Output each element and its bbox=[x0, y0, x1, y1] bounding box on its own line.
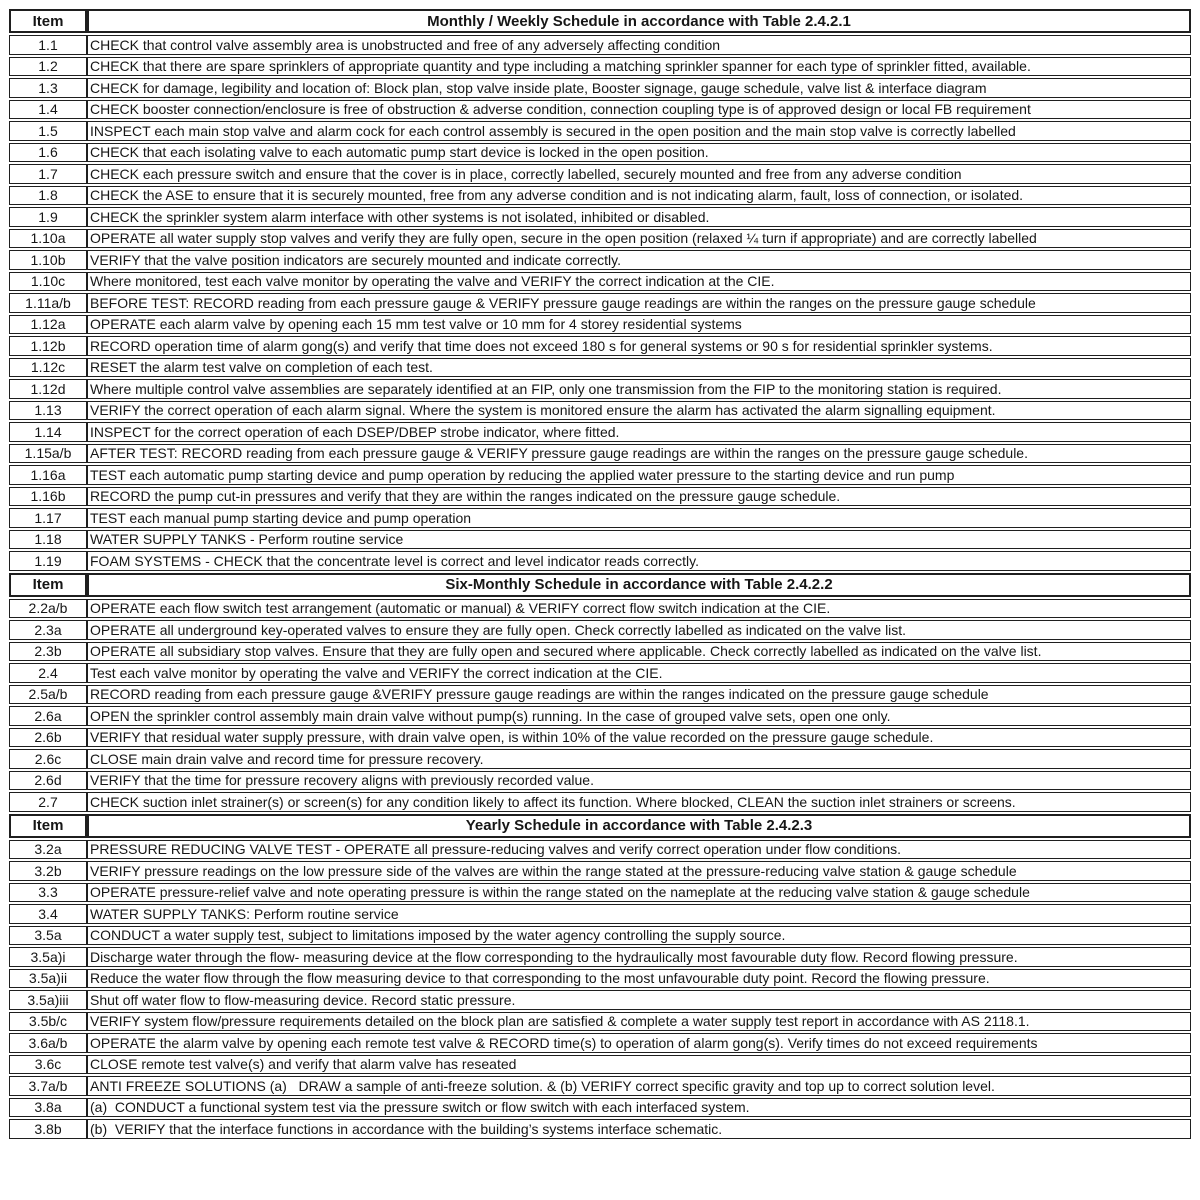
item-number: 1.19 bbox=[9, 551, 87, 571]
item-number: 1.12d bbox=[9, 379, 87, 399]
table-row bbox=[9, 904, 1191, 924]
table-row bbox=[9, 861, 1191, 881]
task-description: (a) CONDUCT a functional system test via the pressure switch or flow switch with each interfaced system. bbox=[87, 1098, 1191, 1118]
task-description: Where monitored, test each valve monitor by operating the valve and VERIFY the correct indication at the CIE. bbox=[87, 272, 1191, 292]
task-description: OPERATE pressure-relief valve and note operating pressure is within the range stated on the nameplate at the reducing valve station & gauge schedule bbox=[87, 883, 1191, 903]
item-number: 3.8b bbox=[9, 1119, 87, 1139]
item-number: 2.6a bbox=[9, 706, 87, 726]
table-row bbox=[9, 250, 1191, 270]
item-number: 1.10b bbox=[9, 250, 87, 270]
task-description: INSPECT each main stop valve and alarm cock for each control assembly is secured in the open position and the main stop valve is correctly labelled bbox=[87, 121, 1191, 141]
table-row bbox=[9, 642, 1191, 662]
schedule-table bbox=[9, 7, 1191, 1141]
task-description: OPERATE each flow switch test arrangement (automatic or manual) & VERIFY correct flow switch indication at the CIE. bbox=[87, 599, 1191, 619]
item-number: 1.16b bbox=[9, 487, 87, 507]
task-description: CHECK for damage, legibility and location of: Block plan, stop valve inside plate, Booster signage, gauge schedule, valve list & interface diagram bbox=[87, 78, 1191, 98]
table-row bbox=[9, 840, 1191, 860]
table-row bbox=[9, 272, 1191, 292]
table-row bbox=[9, 1055, 1191, 1075]
item-number: 1.10c bbox=[9, 272, 87, 292]
table-row bbox=[9, 379, 1191, 399]
task-description: INSPECT for the correct operation of each DSEP/DBEP strobe indicator, where fitted. bbox=[87, 422, 1191, 442]
item-number: 2.6c bbox=[9, 749, 87, 769]
task-description: VERIFY pressure readings on the low pressure side of the valves are within the range stated at the pressure-reducing valve station & gauge schedule bbox=[87, 861, 1191, 881]
table-row bbox=[9, 164, 1191, 184]
item-number: 1.16a bbox=[9, 465, 87, 485]
item-number: 2.6b bbox=[9, 728, 87, 748]
item-number: 3.4 bbox=[9, 904, 87, 924]
item-number: 1.7 bbox=[9, 164, 87, 184]
table-row bbox=[9, 78, 1191, 98]
table-row bbox=[9, 1098, 1191, 1118]
table-row bbox=[9, 530, 1191, 550]
item-number: 1.2 bbox=[9, 57, 87, 77]
section-header-row bbox=[9, 573, 1191, 597]
task-description: CLOSE remote test valve(s) and verify that alarm valve has reseated bbox=[87, 1055, 1191, 1075]
item-number: 1.12b bbox=[9, 336, 87, 356]
item-number: 1.5 bbox=[9, 121, 87, 141]
task-description: CHECK the ASE to ensure that it is securely mounted, free from any adverse condition and is not indicating alarm, fault, loss of connection, or isolated. bbox=[87, 186, 1191, 206]
task-description: RESET the alarm test valve on completion of each test. bbox=[87, 358, 1191, 378]
task-description: OPEN the sprinkler control assembly main drain valve without pump(s) running. In the case of grouped valve sets, open one only. bbox=[87, 706, 1191, 726]
table-row bbox=[9, 599, 1191, 619]
item-number: 1.1 bbox=[9, 35, 87, 55]
table-row bbox=[9, 186, 1191, 206]
task-description: (b) VERIFY that the interface functions in accordance with the building’s systems interface schematic. bbox=[87, 1119, 1191, 1139]
task-description: CLOSE main drain valve and record time for pressure recovery. bbox=[87, 749, 1191, 769]
task-description: CHECK the sprinkler system alarm interface with other systems is not isolated, inhibited or disabled. bbox=[87, 207, 1191, 227]
table-row bbox=[9, 207, 1191, 227]
table-row bbox=[9, 444, 1191, 464]
task-description: AFTER TEST: RECORD reading from each pressure gauge & VERIFY pressure gauge readings are within the ranges on the pressure gauge schedule. bbox=[87, 444, 1191, 464]
task-description: RECORD the pump cut-in pressures and verify that they are within the ranges indicated on the pressure gauge schedule. bbox=[87, 487, 1191, 507]
section-title: Yearly Schedule in accordance with Table 2.4.2.3 bbox=[87, 814, 1191, 838]
table-row bbox=[9, 771, 1191, 791]
table-row bbox=[9, 926, 1191, 946]
task-description: VERIFY that the time for pressure recovery aligns with previously recorded value. bbox=[87, 771, 1191, 791]
task-description: VERIFY that residual water supply pressure, with drain valve open, is within 10% of the value recorded on the pressure gauge schedule. bbox=[87, 728, 1191, 748]
item-column-header: Item bbox=[9, 573, 87, 597]
item-number: 1.17 bbox=[9, 508, 87, 528]
item-number: 1.6 bbox=[9, 143, 87, 163]
task-description: CHECK each pressure switch and ensure that the cover is in place, correctly labelled, securely mounted and free from any adverse condition bbox=[87, 164, 1191, 184]
item-number: 1.12c bbox=[9, 358, 87, 378]
section-title: Monthly / Weekly Schedule in accordance with Table 2.4.2.1 bbox=[87, 9, 1191, 33]
task-description: VERIFY system flow/pressure requirements detailed on the block plan are satisfied & complete a water supply test report in accordance with AS 2118.1. bbox=[87, 1012, 1191, 1032]
item-number: 1.10a bbox=[9, 229, 87, 249]
table-row bbox=[9, 792, 1191, 812]
task-description: CHECK suction inlet strainer(s) or screen(s) for any condition likely to affect its function. Where blocked, CLEAN the suction inlet strainers or screens. bbox=[87, 792, 1191, 812]
section-title: Six-Monthly Schedule in accordance with Table 2.4.2.2 bbox=[87, 573, 1191, 597]
task-description: CHECK that each isolating valve to each automatic pump start device is locked in the open position. bbox=[87, 143, 1191, 163]
task-description: OPERATE all water supply stop valves and verify they are fully open, secure in the open position (relaxed ¼ turn if appropriate) and are correctly labelled bbox=[87, 229, 1191, 249]
table-row bbox=[9, 336, 1191, 356]
item-number: 1.18 bbox=[9, 530, 87, 550]
task-description: OPERATE the alarm valve by opening each remote test valve & RECORD time(s) to operation of alarm gong(s). Verify times do not exceed requirements bbox=[87, 1033, 1191, 1053]
table-row bbox=[9, 1033, 1191, 1053]
table-row bbox=[9, 358, 1191, 378]
item-number: 1.13 bbox=[9, 401, 87, 421]
item-number: 3.5b/c bbox=[9, 1012, 87, 1032]
task-description: TEST each manual pump starting device and pump operation bbox=[87, 508, 1191, 528]
section-header-row bbox=[9, 814, 1191, 838]
task-description: BEFORE TEST: RECORD reading from each pressure gauge & VERIFY pressure gauge readings are within the ranges on the pressure gauge schedule bbox=[87, 293, 1191, 313]
item-number: 3.6c bbox=[9, 1055, 87, 1075]
task-description: Reduce the water flow through the flow measuring device to that corresponding to the most unfavourable duty point. Record the flowing pressure. bbox=[87, 969, 1191, 989]
table-row bbox=[9, 551, 1191, 571]
item-number: 2.5a/b bbox=[9, 685, 87, 705]
table-row bbox=[9, 728, 1191, 748]
table-row bbox=[9, 487, 1191, 507]
table-row bbox=[9, 749, 1191, 769]
table-row bbox=[9, 1119, 1191, 1139]
item-number: 1.11a/b bbox=[9, 293, 87, 313]
item-number: 2.7 bbox=[9, 792, 87, 812]
table-row bbox=[9, 969, 1191, 989]
item-number: 2.6d bbox=[9, 771, 87, 791]
table-row bbox=[9, 883, 1191, 903]
task-description: FOAM SYSTEMS - CHECK that the concentrate level is correct and level indicator reads correctly. bbox=[87, 551, 1191, 571]
table-row bbox=[9, 465, 1191, 485]
table-row bbox=[9, 422, 1191, 442]
task-description: CONDUCT a water supply test, subject to limitations imposed by the water agency controlling the supply source. bbox=[87, 926, 1191, 946]
item-number: 1.8 bbox=[9, 186, 87, 206]
item-number: 2.2a/b bbox=[9, 599, 87, 619]
table-row bbox=[9, 100, 1191, 120]
item-number: 1.4 bbox=[9, 100, 87, 120]
item-number: 2.3b bbox=[9, 642, 87, 662]
item-number: 3.5a)ii bbox=[9, 969, 87, 989]
task-description: RECORD operation time of alarm gong(s) and verify that time does not exceed 180 s for general systems or 90 s for residential sprinkler systems. bbox=[87, 336, 1191, 356]
item-number: 2.3a bbox=[9, 620, 87, 640]
table-row bbox=[9, 293, 1191, 313]
table-row bbox=[9, 508, 1191, 528]
task-description: WATER SUPPLY TANKS: Perform routine service bbox=[87, 904, 1191, 924]
schedule-table-body bbox=[9, 9, 1191, 1139]
task-description: Where multiple control valve assemblies are separately identified at an FIP, only one transmission from the FIP to the monitoring station is required. bbox=[87, 379, 1191, 399]
item-number: 1.12a bbox=[9, 315, 87, 335]
table-row bbox=[9, 35, 1191, 55]
task-description: ANTI FREEZE SOLUTIONS (a) DRAW a sample of anti-freeze solution. & (b) VERIFY correct specific gravity and top up to correct solution level. bbox=[87, 1076, 1191, 1096]
item-column-header: Item bbox=[9, 9, 87, 33]
task-description: OPERATE each alarm valve by opening each 15 mm test valve or 10 mm for 4 storey residential systems bbox=[87, 315, 1191, 335]
table-row bbox=[9, 685, 1191, 705]
task-description: CHECK that control valve assembly area is unobstructed and free of any adversely affecting condition bbox=[87, 35, 1191, 55]
task-description: OPERATE all subsidiary stop valves. Ensure that they are fully open and secured where applicable. Check correctly labelled as indicated on the valve list. bbox=[87, 642, 1191, 662]
task-description: TEST each automatic pump starting device and pump operation by reducing the applied water pressure to the starting device and run pump bbox=[87, 465, 1191, 485]
task-description: WATER SUPPLY TANKS - Perform routine service bbox=[87, 530, 1191, 550]
task-description: VERIFY that the valve position indicators are securely mounted and indicate correctly. bbox=[87, 250, 1191, 270]
task-description: VERIFY the correct operation of each alarm signal. Where the system is monitored ensure the alarm has activated the alarm signalling equipment. bbox=[87, 401, 1191, 421]
item-number: 1.14 bbox=[9, 422, 87, 442]
task-description: Test each valve monitor by operating the valve and VERIFY the correct indication at the CIE. bbox=[87, 663, 1191, 683]
item-number: 3.5a)i bbox=[9, 947, 87, 967]
item-number: 3.3 bbox=[9, 883, 87, 903]
task-description: CHECK that there are spare sprinklers of appropriate quantity and type including a matching sprinkler spanner for each type of sprinkler fitted, available. bbox=[87, 57, 1191, 77]
task-description: PRESSURE REDUCING VALVE TEST - OPERATE all pressure-reducing valves and verify correct operation under flow conditions. bbox=[87, 840, 1191, 860]
table-row bbox=[9, 121, 1191, 141]
table-row bbox=[9, 620, 1191, 640]
item-number: 2.4 bbox=[9, 663, 87, 683]
item-number: 3.8a bbox=[9, 1098, 87, 1118]
table-row bbox=[9, 57, 1191, 77]
item-number: 3.2a bbox=[9, 840, 87, 860]
table-row bbox=[9, 315, 1191, 335]
item-number: 3.7a/b bbox=[9, 1076, 87, 1096]
table-row bbox=[9, 990, 1191, 1010]
item-column-header: Item bbox=[9, 814, 87, 838]
table-row bbox=[9, 401, 1191, 421]
section-header-row bbox=[9, 9, 1191, 33]
item-number: 1.3 bbox=[9, 78, 87, 98]
item-number: 3.2b bbox=[9, 861, 87, 881]
item-number: 1.9 bbox=[9, 207, 87, 227]
table-row bbox=[9, 229, 1191, 249]
task-description: CHECK booster connection/enclosure is free of obstruction & adverse condition, connection coupling type is of approved design or local FB requirement bbox=[87, 100, 1191, 120]
item-number: 3.5a)iii bbox=[9, 990, 87, 1010]
table-row bbox=[9, 143, 1191, 163]
item-number: 3.5a bbox=[9, 926, 87, 946]
task-description: Discharge water through the flow- measuring device at the flow corresponding to the hydraulically most favourable duty flow. Record flowing pressure. bbox=[87, 947, 1191, 967]
table-row bbox=[9, 706, 1191, 726]
table-row bbox=[9, 947, 1191, 967]
table-row bbox=[9, 663, 1191, 683]
item-number: 3.6a/b bbox=[9, 1033, 87, 1053]
item-number: 1.15a/b bbox=[9, 444, 87, 464]
table-row bbox=[9, 1012, 1191, 1032]
table-row bbox=[9, 1076, 1191, 1096]
task-description: RECORD reading from each pressure gauge &VERIFY pressure gauge readings are within the ranges indicated on the pressure gauge schedule bbox=[87, 685, 1191, 705]
task-description: Shut off water flow to flow-measuring device. Record static pressure. bbox=[87, 990, 1191, 1010]
task-description: OPERATE all underground key-operated valves to ensure they are fully open. Check correctly labelled as indicated on the valve list. bbox=[87, 620, 1191, 640]
